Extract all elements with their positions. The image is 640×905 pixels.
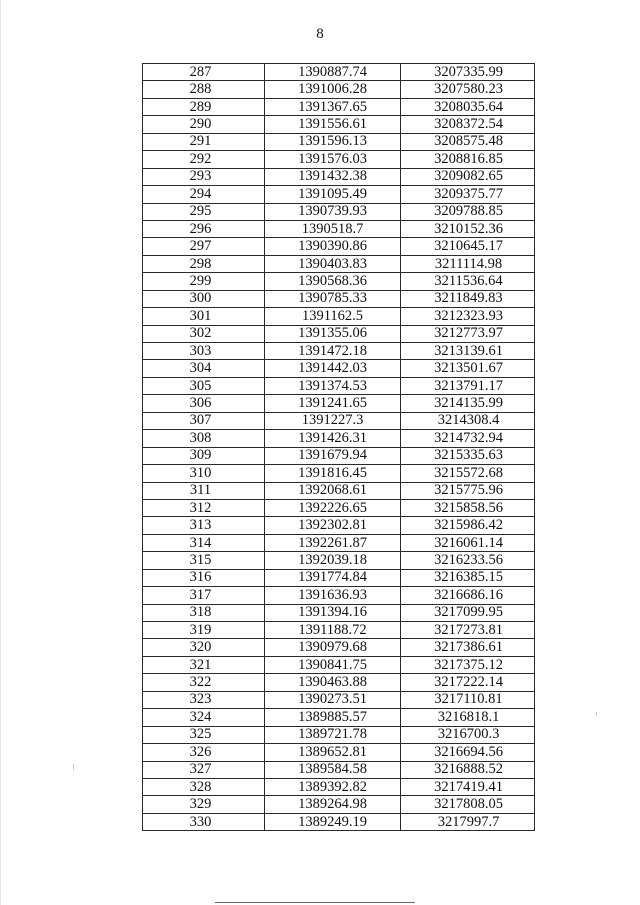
y-coordinate-cell: 3216686.16 — [401, 587, 535, 604]
table-row — [143, 64, 535, 81]
x-coordinate-cell: 1390390.86 — [265, 238, 401, 255]
x-coordinate-cell: 1391774.84 — [265, 569, 401, 586]
point-number-cell: 289 — [143, 98, 265, 115]
x-coordinate-cell: 1391227.3 — [265, 412, 401, 429]
point-number-cell: 291 — [143, 133, 265, 150]
table-row — [143, 587, 535, 604]
y-coordinate-cell: 3216385.15 — [401, 569, 535, 586]
x-coordinate-cell: 1390739.93 — [265, 203, 401, 220]
point-number-cell: 314 — [143, 534, 265, 551]
table-row — [143, 290, 535, 307]
x-coordinate-cell: 1391576.03 — [265, 151, 401, 168]
y-coordinate-cell: 3217099.95 — [401, 604, 535, 621]
y-coordinate-cell: 3216061.14 — [401, 534, 535, 551]
x-coordinate-cell: 1391188.72 — [265, 622, 401, 639]
y-coordinate-cell: 3211849.83 — [401, 290, 535, 307]
x-coordinate-cell: 1389392.82 — [265, 778, 401, 795]
y-coordinate-cell: 3208372.54 — [401, 116, 535, 133]
x-coordinate-cell: 1391006.28 — [265, 81, 401, 98]
point-number-cell: 307 — [143, 412, 265, 429]
y-coordinate-cell: 3216233.56 — [401, 552, 535, 569]
point-number-cell: 308 — [143, 430, 265, 447]
table-row — [143, 395, 535, 412]
y-coordinate-cell: 3211536.64 — [401, 273, 535, 290]
x-coordinate-cell: 1391596.13 — [265, 133, 401, 150]
coordinates-table — [142, 63, 535, 831]
y-coordinate-cell: 3207335.99 — [401, 64, 535, 81]
point-number-cell: 323 — [143, 691, 265, 708]
point-number-cell: 309 — [143, 447, 265, 464]
y-coordinate-cell: 3217273.81 — [401, 622, 535, 639]
point-number-cell: 328 — [143, 778, 265, 795]
point-number-cell: 315 — [143, 552, 265, 569]
table-row — [143, 133, 535, 150]
table-row — [143, 761, 535, 778]
y-coordinate-cell: 3217386.61 — [401, 639, 535, 656]
table-row — [143, 81, 535, 98]
x-coordinate-cell: 1391367.65 — [265, 98, 401, 115]
x-coordinate-cell: 1391432.38 — [265, 168, 401, 185]
y-coordinate-cell: 3214732.94 — [401, 430, 535, 447]
point-number-cell: 296 — [143, 220, 265, 237]
x-coordinate-cell: 1391355.06 — [265, 325, 401, 342]
x-coordinate-cell: 1390979.68 — [265, 639, 401, 656]
y-coordinate-cell: 3216694.56 — [401, 744, 535, 761]
point-number-cell: 327 — [143, 761, 265, 778]
x-coordinate-cell: 1391636.93 — [265, 587, 401, 604]
x-coordinate-cell: 1390273.51 — [265, 691, 401, 708]
x-coordinate-cell: 1392302.81 — [265, 517, 401, 534]
table-row — [143, 534, 535, 551]
point-number-cell: 320 — [143, 639, 265, 656]
y-coordinate-cell: 3215858.56 — [401, 499, 535, 516]
x-coordinate-cell: 1392261.87 — [265, 534, 401, 551]
point-number-cell: 321 — [143, 656, 265, 673]
x-coordinate-cell: 1391394.16 — [265, 604, 401, 621]
point-number-cell: 329 — [143, 796, 265, 813]
table-row — [143, 499, 535, 516]
scan-speck — [596, 712, 597, 716]
x-coordinate-cell: 1391241.65 — [265, 395, 401, 412]
point-number-cell: 299 — [143, 273, 265, 290]
x-coordinate-cell: 1390887.74 — [265, 64, 401, 81]
table-row — [143, 726, 535, 743]
bottom-rule — [215, 902, 415, 903]
point-number-cell: 302 — [143, 325, 265, 342]
table-row — [143, 744, 535, 761]
point-number-cell: 304 — [143, 360, 265, 377]
point-number-cell: 330 — [143, 813, 265, 830]
scan-speck — [73, 764, 74, 770]
y-coordinate-cell: 3214308.4 — [401, 412, 535, 429]
table-row — [143, 377, 535, 394]
point-number-cell: 294 — [143, 186, 265, 203]
x-coordinate-cell: 1390785.33 — [265, 290, 401, 307]
point-number-cell: 317 — [143, 587, 265, 604]
y-coordinate-cell: 3217808.05 — [401, 796, 535, 813]
table-row — [143, 691, 535, 708]
x-coordinate-cell: 1389721.78 — [265, 726, 401, 743]
table-row — [143, 796, 535, 813]
x-coordinate-cell: 1390841.75 — [265, 656, 401, 673]
table-row — [143, 151, 535, 168]
point-number-cell: 305 — [143, 377, 265, 394]
table-row — [143, 552, 535, 569]
y-coordinate-cell: 3217110.81 — [401, 691, 535, 708]
table-row — [143, 604, 535, 621]
table-row — [143, 778, 535, 795]
x-coordinate-cell: 1390568.36 — [265, 273, 401, 290]
table-row — [143, 482, 535, 499]
y-coordinate-cell: 3212323.93 — [401, 308, 535, 325]
table-row — [143, 255, 535, 272]
x-coordinate-cell: 1391095.49 — [265, 186, 401, 203]
y-coordinate-cell: 3208816.85 — [401, 151, 535, 168]
point-number-cell: 311 — [143, 482, 265, 499]
point-number-cell: 288 — [143, 81, 265, 98]
table-row — [143, 220, 535, 237]
y-coordinate-cell: 3210152.36 — [401, 220, 535, 237]
y-coordinate-cell: 3215775.96 — [401, 482, 535, 499]
y-coordinate-cell: 3217222.14 — [401, 674, 535, 691]
table-row — [143, 343, 535, 360]
table-row — [143, 674, 535, 691]
table-row — [143, 430, 535, 447]
y-coordinate-cell: 3216700.3 — [401, 726, 535, 743]
y-coordinate-cell: 3215572.68 — [401, 465, 535, 482]
table-row — [143, 709, 535, 726]
table-row — [143, 813, 535, 830]
x-coordinate-cell: 1392039.18 — [265, 552, 401, 569]
y-coordinate-cell: 3217997.7 — [401, 813, 535, 830]
y-coordinate-cell: 3215335.63 — [401, 447, 535, 464]
x-coordinate-cell: 1391442.03 — [265, 360, 401, 377]
point-number-cell: 298 — [143, 255, 265, 272]
y-coordinate-cell: 3211114.98 — [401, 255, 535, 272]
x-coordinate-cell: 1390463.88 — [265, 674, 401, 691]
y-coordinate-cell: 3217375.12 — [401, 656, 535, 673]
x-coordinate-cell: 1391426.31 — [265, 430, 401, 447]
x-coordinate-cell: 1390518.7 — [265, 220, 401, 237]
point-number-cell: 306 — [143, 395, 265, 412]
point-number-cell: 292 — [143, 151, 265, 168]
y-coordinate-cell: 3216818.1 — [401, 709, 535, 726]
point-number-cell: 293 — [143, 168, 265, 185]
y-coordinate-cell: 3209082.65 — [401, 168, 535, 185]
table-row — [143, 325, 535, 342]
point-number-cell: 324 — [143, 709, 265, 726]
point-number-cell: 303 — [143, 343, 265, 360]
table-row — [143, 656, 535, 673]
point-number-cell: 301 — [143, 308, 265, 325]
table-row — [143, 186, 535, 203]
y-coordinate-cell: 3213791.17 — [401, 377, 535, 394]
table-row — [143, 273, 535, 290]
table-row — [143, 116, 535, 133]
point-number-cell: 297 — [143, 238, 265, 255]
point-number-cell: 325 — [143, 726, 265, 743]
table-row — [143, 569, 535, 586]
x-coordinate-cell: 1389264.98 — [265, 796, 401, 813]
x-coordinate-cell: 1392226.65 — [265, 499, 401, 516]
point-number-cell: 300 — [143, 290, 265, 307]
y-coordinate-cell: 3217419.41 — [401, 778, 535, 795]
point-number-cell: 287 — [143, 64, 265, 81]
point-number-cell: 318 — [143, 604, 265, 621]
y-coordinate-cell: 3213139.61 — [401, 343, 535, 360]
x-coordinate-cell: 1391162.5 — [265, 308, 401, 325]
point-number-cell: 316 — [143, 569, 265, 586]
x-coordinate-cell: 1392068.61 — [265, 482, 401, 499]
table-row — [143, 308, 535, 325]
y-coordinate-cell: 3208575.48 — [401, 133, 535, 150]
x-coordinate-cell: 1391556.61 — [265, 116, 401, 133]
table-row — [143, 203, 535, 220]
point-number-cell: 319 — [143, 622, 265, 639]
table-row — [143, 238, 535, 255]
y-coordinate-cell: 3210645.17 — [401, 238, 535, 255]
x-coordinate-cell: 1391374.53 — [265, 377, 401, 394]
page-number: 8 — [316, 26, 324, 42]
table-row — [143, 412, 535, 429]
table-row — [143, 517, 535, 534]
y-coordinate-cell: 3215986.42 — [401, 517, 535, 534]
x-coordinate-cell: 1389652.81 — [265, 744, 401, 761]
x-coordinate-cell: 1391679.94 — [265, 447, 401, 464]
table-row — [143, 98, 535, 115]
table-row — [143, 465, 535, 482]
y-coordinate-cell: 3213501.67 — [401, 360, 535, 377]
table-row — [143, 168, 535, 185]
y-coordinate-cell: 3214135.99 — [401, 395, 535, 412]
point-number-cell: 326 — [143, 744, 265, 761]
x-coordinate-cell: 1391816.45 — [265, 465, 401, 482]
y-coordinate-cell: 3216888.52 — [401, 761, 535, 778]
y-coordinate-cell: 3209788.85 — [401, 203, 535, 220]
x-coordinate-cell: 1391472.18 — [265, 343, 401, 360]
table-row — [143, 639, 535, 656]
point-number-cell: 313 — [143, 517, 265, 534]
table-row — [143, 447, 535, 464]
point-number-cell: 312 — [143, 499, 265, 516]
y-coordinate-cell: 3207580.23 — [401, 81, 535, 98]
x-coordinate-cell: 1390403.83 — [265, 255, 401, 272]
coordinates-table-body — [143, 64, 535, 831]
point-number-cell: 310 — [143, 465, 265, 482]
y-coordinate-cell: 3212773.97 — [401, 325, 535, 342]
x-coordinate-cell: 1389249.19 — [265, 813, 401, 830]
y-coordinate-cell: 3209375.77 — [401, 186, 535, 203]
x-coordinate-cell: 1389584.58 — [265, 761, 401, 778]
point-number-cell: 295 — [143, 203, 265, 220]
point-number-cell: 322 — [143, 674, 265, 691]
y-coordinate-cell: 3208035.64 — [401, 98, 535, 115]
table-row — [143, 360, 535, 377]
point-number-cell: 290 — [143, 116, 265, 133]
x-coordinate-cell: 1389885.57 — [265, 709, 401, 726]
table-row — [143, 622, 535, 639]
